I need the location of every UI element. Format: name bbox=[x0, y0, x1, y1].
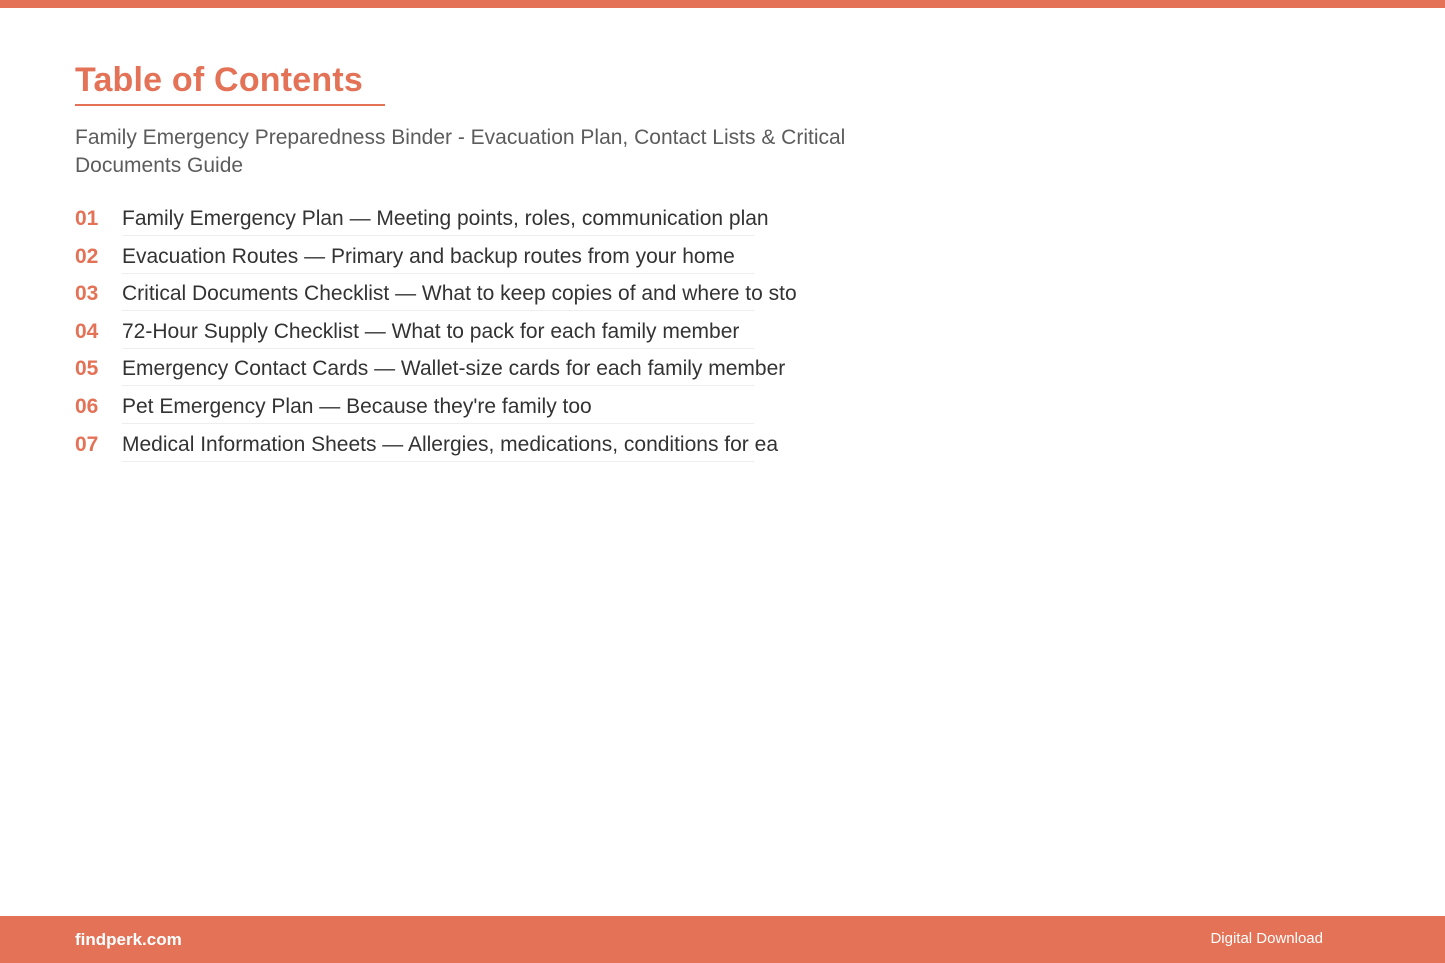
toc-item-number: 04 bbox=[75, 319, 99, 343]
page-subtitle: Family Emergency Preparedness Binder - Evacuation Plan, Contact Lists & Critical Documents Guide bbox=[75, 126, 846, 177]
footer-bar bbox=[0, 916, 1445, 963]
toc-item-number: 03 bbox=[75, 282, 99, 306]
toc-item[interactable] bbox=[75, 318, 975, 356]
top-accent-bar bbox=[0, 0, 1445, 8]
toc-item[interactable] bbox=[75, 243, 975, 281]
toc-item[interactable] bbox=[75, 393, 975, 431]
toc-item-number: 05 bbox=[75, 357, 99, 381]
table-of-contents-list bbox=[75, 205, 975, 468]
main-content bbox=[75, 58, 975, 468]
toc-item-text: Critical Documents Checklist — What to keep copies of and where to sto bbox=[122, 280, 754, 311]
page-title: Table of Contents bbox=[75, 61, 363, 99]
title-underline bbox=[75, 58, 385, 106]
toc-item-text: Emergency Contact Cards — Wallet-size cards for each family member bbox=[122, 355, 754, 386]
footer-format-label: Digital Download bbox=[1210, 930, 1323, 947]
toc-item-number: 01 bbox=[75, 207, 99, 230]
footer-brand[interactable]: findperk.com bbox=[75, 930, 182, 949]
toc-item-text: Pet Emergency Plan — Because they're family too bbox=[122, 393, 754, 424]
toc-item-text: Family Emergency Plan — Meeting points, roles, communication plan bbox=[122, 205, 754, 236]
toc-item-text: Evacuation Routes — Primary and backup routes from your home bbox=[122, 243, 754, 274]
toc-item-text: Medical Information Sheets — Allergies, medications, conditions for ea bbox=[122, 431, 754, 462]
toc-item[interactable] bbox=[75, 280, 975, 318]
toc-item-number: 06 bbox=[75, 394, 99, 418]
toc-item[interactable] bbox=[75, 355, 975, 393]
toc-item[interactable] bbox=[75, 205, 975, 243]
toc-item-text: 72-Hour Supply Checklist — What to pack for each family member bbox=[122, 318, 754, 349]
toc-item-number: 02 bbox=[75, 244, 99, 268]
toc-item-number: 07 bbox=[75, 432, 99, 456]
toc-item[interactable] bbox=[75, 431, 975, 469]
